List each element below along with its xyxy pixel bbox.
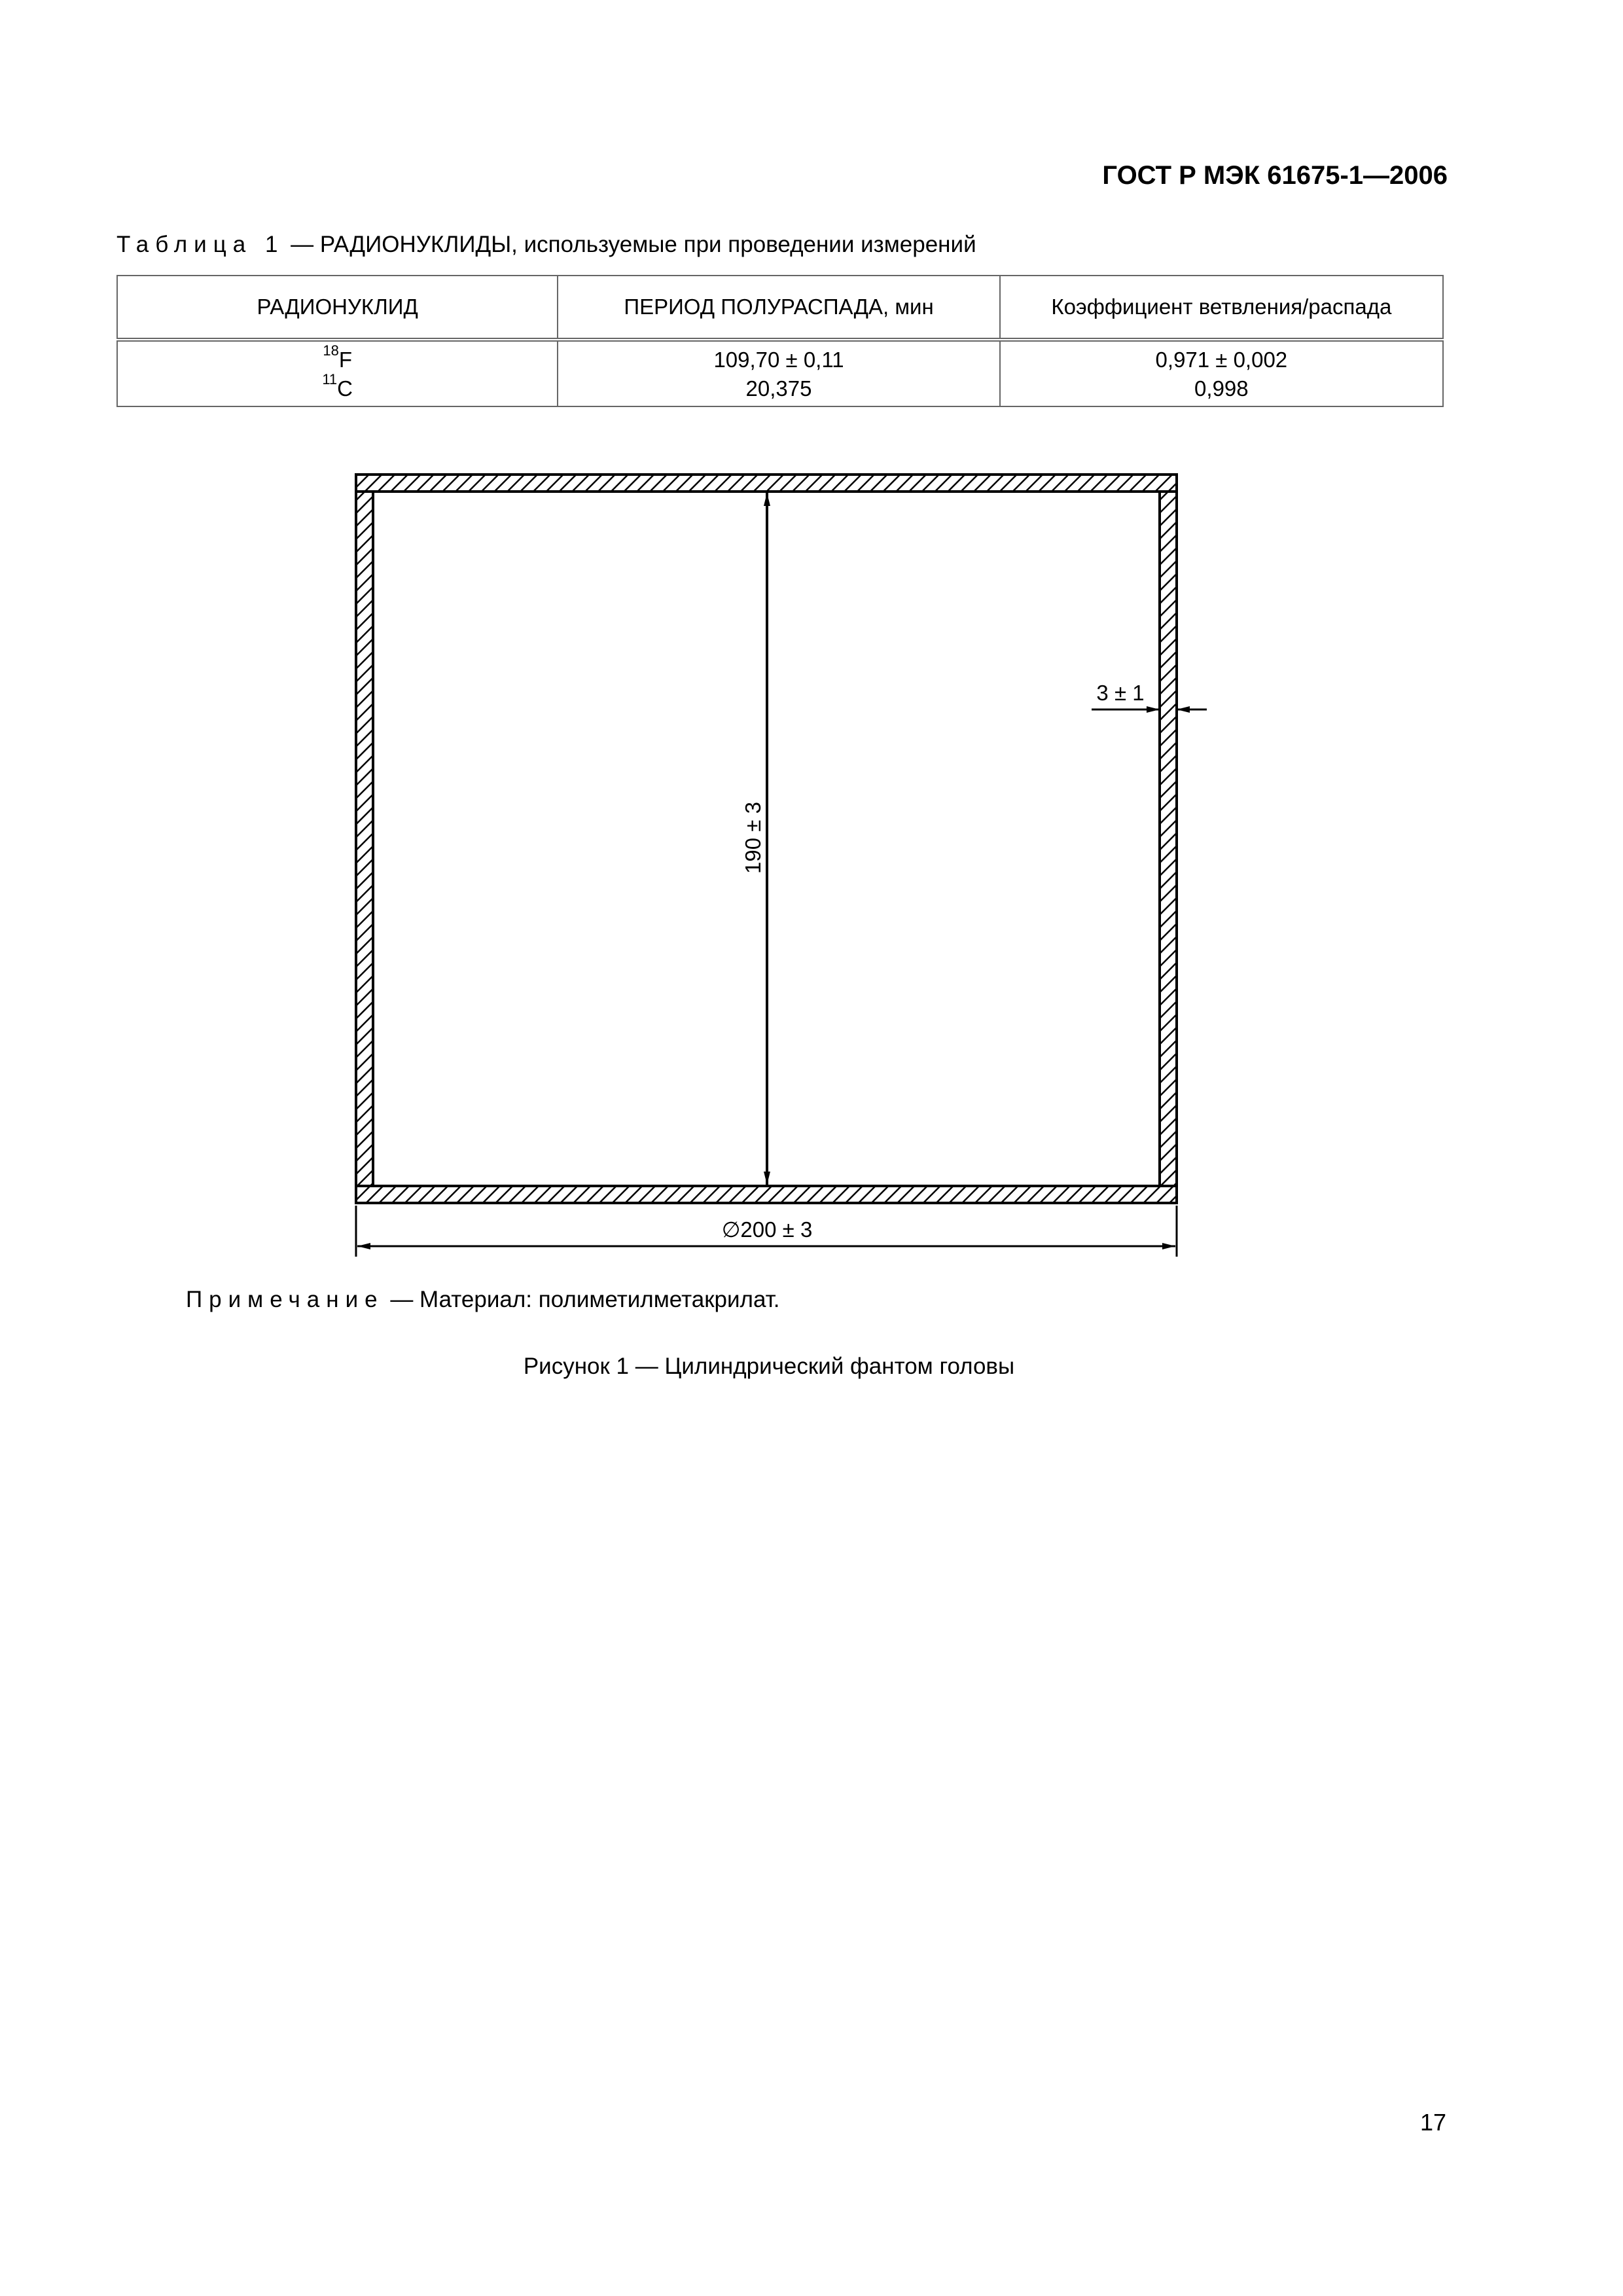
wall-thickness-dimension xyxy=(1092,681,1207,709)
element-symbol: C xyxy=(337,376,353,401)
diameter-label: ∅200 ± 3 xyxy=(721,1217,813,1242)
material-note xyxy=(186,1287,780,1313)
column-header-radionuclide: РАДИОНУКЛИД xyxy=(117,276,558,340)
half-life-value: 20,375 xyxy=(745,376,812,401)
branching-value: 0,971 ± 0,002 xyxy=(1155,348,1288,372)
bottom-wall xyxy=(356,1186,1177,1203)
column-header-half-life: ПЕРИОД ПОЛУРАСПАДА, мин xyxy=(558,276,999,340)
page-number: 17 xyxy=(1419,2109,1446,2136)
note-prefix: Примечание xyxy=(186,1287,384,1312)
diameter-dimension xyxy=(356,1206,1177,1257)
element-symbol: F xyxy=(338,348,352,372)
mass-number: 11 xyxy=(322,371,338,387)
note-text: — Материал: полиметилметакрилат. xyxy=(383,1287,780,1312)
column-header-branching: Коэффициент ветвления/распада xyxy=(1000,276,1443,340)
branching-value: 0,998 xyxy=(1194,376,1249,401)
wall-label: 3 ± 1 xyxy=(1096,681,1145,705)
height-label: 190 ± 3 xyxy=(741,802,765,874)
figure-caption: Рисунок 1 — Цилиндрический фантом головы xyxy=(523,1354,1015,1379)
height-dimension xyxy=(741,493,767,1185)
table-caption-text: — РАДИОНУКЛИДЫ, используемые при проведении измерений xyxy=(284,232,976,257)
left-wall xyxy=(356,492,373,1186)
half-life-value: 109,70 ± 0,11 xyxy=(713,348,844,372)
mass-number: 18 xyxy=(323,342,339,359)
top-wall xyxy=(356,475,1177,492)
right-wall xyxy=(1160,492,1177,1186)
table-caption-prefix: Таблица 1 xyxy=(116,232,285,257)
standard-code: ГОСТ Р МЭК 61675-1—2006 xyxy=(1102,161,1448,190)
